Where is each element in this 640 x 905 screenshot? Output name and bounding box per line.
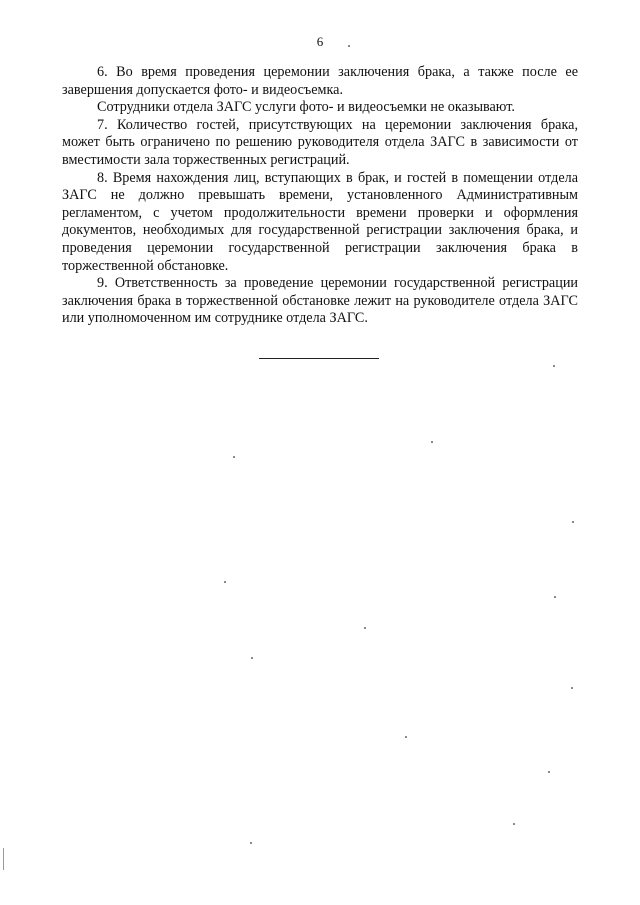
end-of-text-divider: [259, 358, 379, 359]
scan-speck: [348, 45, 350, 47]
scan-speck: [572, 521, 574, 523]
scan-speck: [224, 581, 226, 583]
page-number: 6: [316, 34, 324, 49]
scan-speck: [513, 823, 515, 825]
scan-speck: [250, 842, 252, 844]
paragraph-item-9: 9. Ответственность за проведение церемонии государственной регистрации заключения брака в торжественной обстановке лежит на руководителе отдела ЗАГС или уполномоченном им сотруднике отдела ЗАГС.: [62, 275, 578, 327]
scan-speck: [548, 771, 550, 773]
scan-speck: [571, 687, 573, 689]
scan-speck: [554, 596, 556, 598]
document-body: [62, 64, 578, 328]
scan-speck: [364, 627, 366, 629]
scan-speck: [405, 736, 407, 738]
paragraph-photo-note: Сотрудники отдела ЗАГС услуги фото- и видеосъемки не оказывают.: [97, 99, 515, 116]
scan-speck: [553, 365, 555, 367]
paragraph-item-6: 6. Во время проведения церемонии заключения брака, а также после ее завершения допускается фото- и видеосъемка.: [62, 64, 578, 98]
scan-speck: [233, 456, 235, 458]
scan-speck: [251, 657, 253, 659]
scan-edge-mark: [3, 848, 4, 870]
scan-speck: [431, 441, 433, 443]
paragraph-item-8: 8. Время нахождения лиц, вступающих в брак, и гостей в помещении отдела ЗАГС не должно превышать времени, установленного Административным регламентом, с учетом продолжительности времени проверки и оформления документов, необходимых для государственной регистрации заключения брака, и проведения церемонии государственной регистрации заключения брака в торжественной обстановке.: [62, 169, 578, 274]
paragraph-item-7: 7. Количество гостей, присутствующих на церемонии заключения брака, может быть ограничено по решению руководителя отдела ЗАГС в зависимости от вместимости зала торжественных регистраций.: [62, 116, 578, 168]
